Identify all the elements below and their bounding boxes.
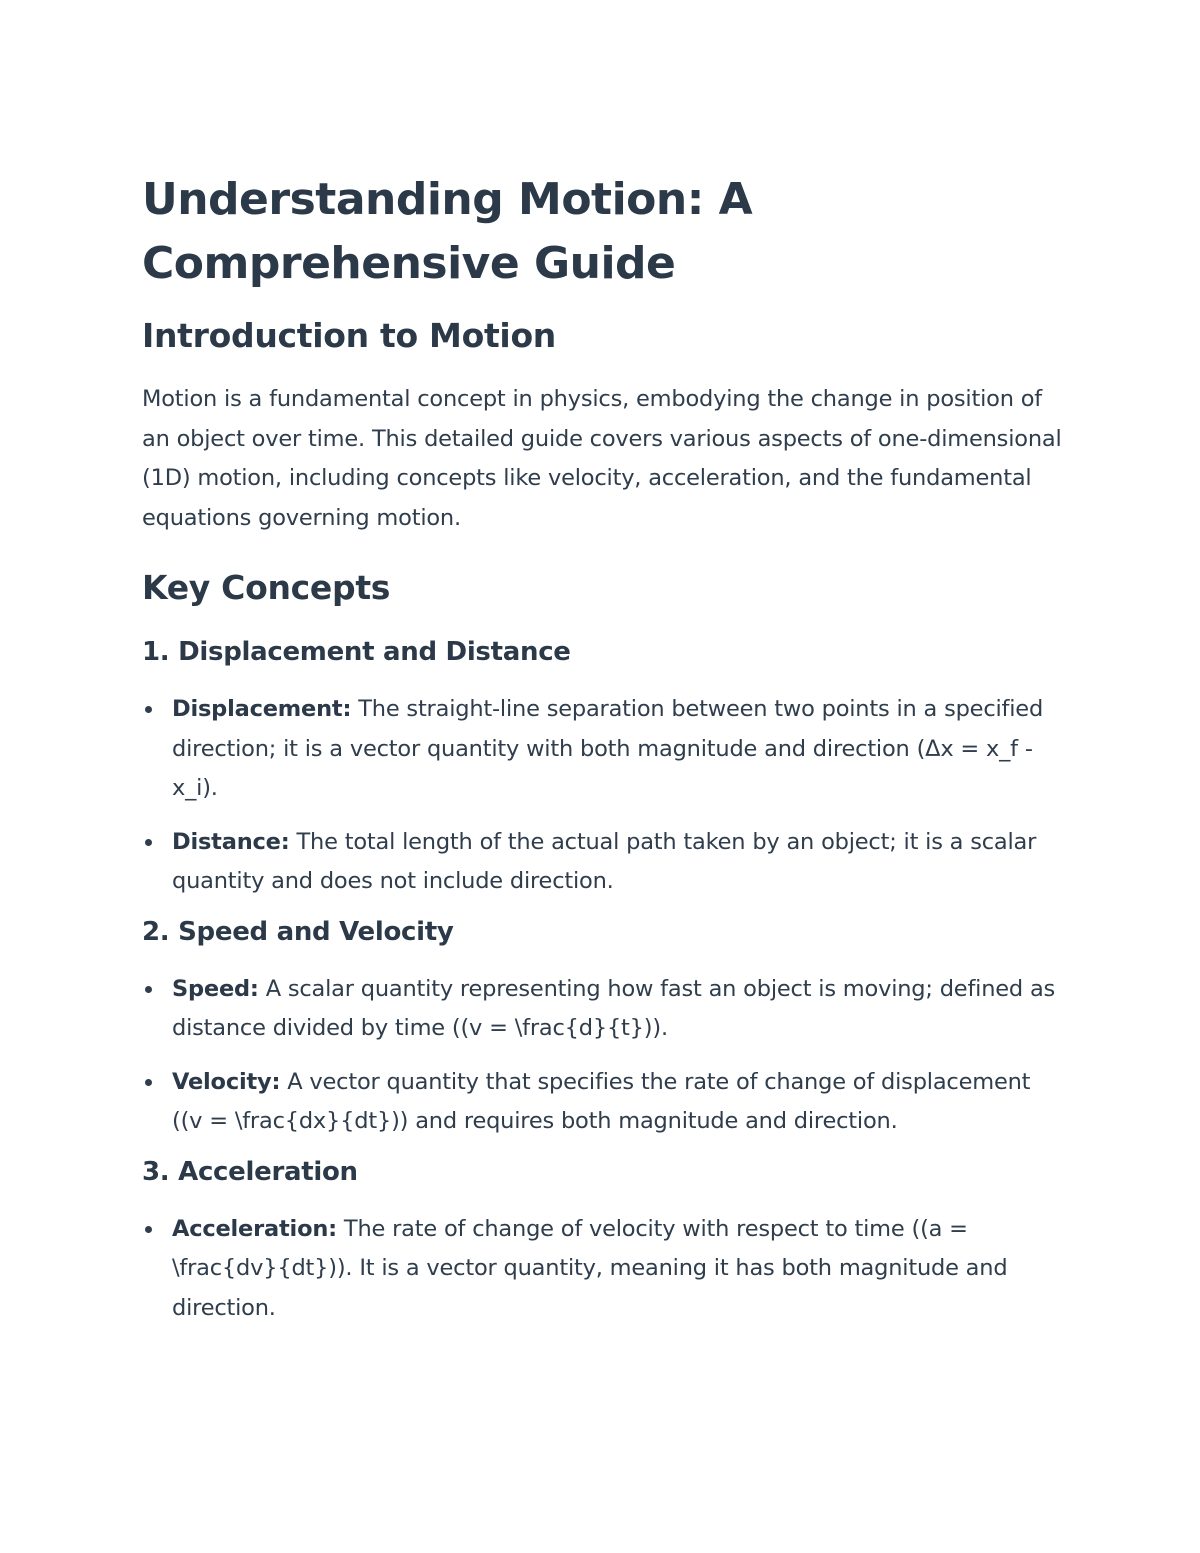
term-label: Displacement: xyxy=(172,696,352,722)
introduction-paragraph: Motion is a fundamental concept in physics, embodying the change in position of an object over time. This detailed guide covers various aspects of one-dimensional (1D) motion, including concepts like velocity, acceleration, and the fundamental equations governing motion. xyxy=(142,386,1062,531)
term-definition: The rate of change of velocity with respect to time ((a = \frac{dv}{dt})). It is a vector quantity, meaning it has both magnitude and direction. xyxy=(172,1215,1008,1321)
list-item xyxy=(142,690,1062,809)
document-title: Understanding Motion: A Comprehensive Guide xyxy=(142,174,753,289)
list-item xyxy=(142,1063,1062,1142)
list-item xyxy=(142,1210,1062,1329)
bullet-list-acceleration xyxy=(142,1210,1062,1329)
bullet-icon xyxy=(145,1226,152,1233)
term-label: Acceleration: xyxy=(172,1215,337,1242)
bullet-icon xyxy=(145,706,152,713)
term-label: Distance: xyxy=(172,828,290,855)
document-page xyxy=(142,168,1062,1328)
term-definition: A scalar quantity representing how fast an object is moving; defined as distance divided by time ((v = \frac{d}{t})). xyxy=(172,975,1056,1041)
bullet-icon xyxy=(145,839,152,846)
term-definition: A vector quantity that specifies the rate of change of displacement ((v = \frac{dx}{dt})) and requires both magnitude and direction. xyxy=(172,1068,1031,1134)
term-definition: The total length of the actual path taken by an object; it is a scalar quantity and does not include direction. xyxy=(172,828,1037,894)
subsection-heading-speed-velocity: 2. Speed and Velocity xyxy=(142,916,454,947)
term-definition: The straight-line separation between two points in a specified direction; it is a vector quantity with both magnitude and direction (Δx = x_f - x_i). xyxy=(172,696,1044,801)
subsection-heading-displacement-distance: 1. Displacement and Distance xyxy=(142,637,571,667)
bullet-icon xyxy=(145,1079,152,1086)
list-item xyxy=(142,823,1062,902)
bullet-list-speed-velocity xyxy=(142,970,1062,1142)
bullet-icon xyxy=(145,986,152,993)
section-heading-introduction: Introduction to Motion xyxy=(142,316,557,355)
term-label: Speed: xyxy=(172,975,259,1002)
term-label: Velocity: xyxy=(172,1068,281,1095)
bullet-list-displacement-distance xyxy=(142,690,1062,902)
list-item xyxy=(142,970,1062,1049)
section-heading-key-concepts: Key Concepts xyxy=(142,568,391,607)
subsection-heading-acceleration: 3. Acceleration xyxy=(142,1156,358,1187)
